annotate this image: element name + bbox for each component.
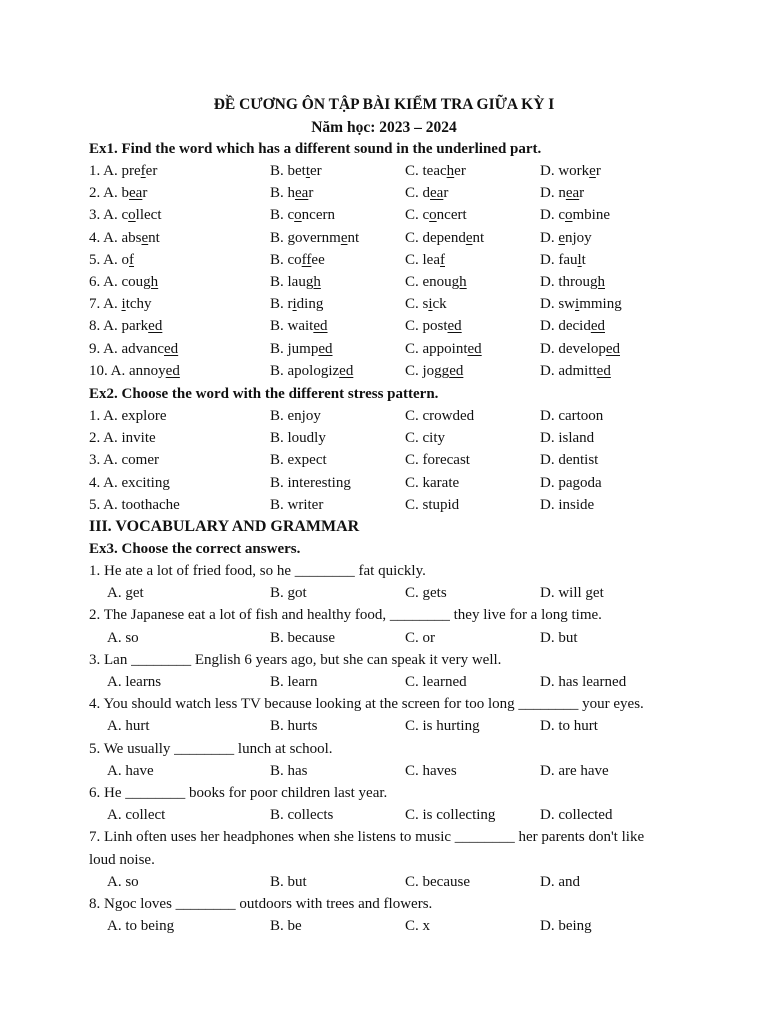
ex1-option: C. teacher [405,163,466,179]
ex1-option: C. appointed [405,340,482,357]
ex3-option: C. x [405,918,431,935]
underlined-part: ed [590,318,605,335]
ex3-option: D. but [540,629,578,646]
underlined-part: ed [467,340,482,357]
ex3-question: 2. The Japanese eat a lot of fish and healthy food, ________ they live for a long time. [89,607,602,624]
underlined-part: ea [129,185,143,202]
ex3-question: loud noise. [89,851,155,868]
ex2-option: C. crowded [405,408,475,424]
ex3-option: A. so [107,629,139,646]
ex1-option: B. concern [270,207,335,224]
ex1-option: 8. A. parked [89,318,163,335]
ex1-option: C. enough [405,274,467,290]
underlined-part: i [292,296,297,313]
ex3-option: C. or [405,629,435,646]
ex3-option: D. will get [540,585,604,602]
ex2-option: D. island [540,430,595,447]
underlined-part: o [128,207,136,224]
ex3-option: C. gets [405,585,447,602]
ex3-question: 4. You should watch less TV because looking at the screen for too long ________ your eyes. [89,696,644,713]
underlined-part: ed [318,340,333,357]
ex2-option: C. stupid [405,496,460,513]
ex1-heading: Ex1. Find the word which has a different sound in the underlined part. [89,141,542,157]
ex3-option: A. so [107,873,139,890]
ex1-option: 2. A. bear [89,185,148,202]
ex1-option: B. jumped [270,340,333,357]
ex1-option: 4. A. absent [89,229,160,246]
underlined-part: o [565,207,573,224]
ex2-option: D. cartoon [540,408,604,424]
underlined-part: ed [449,362,464,379]
ex1-option: B. coffee [270,251,325,268]
ex1-option: D. developed [540,340,620,357]
ex3-option: C. is hurting [405,718,480,735]
underlined-part: ed [313,318,328,335]
ex1-option: C. leaf [405,251,445,268]
ex3-question: 5. We usually ________ lunch at school. [89,740,333,757]
ex3-question: 8. Ngoc loves ________ outdoors with trees and flowers. [89,896,433,912]
ex1-option: D. near [540,185,585,202]
school-year: Năm học: 2023 – 2024 [311,119,457,136]
ex1-option: D. combine [540,207,610,224]
underlined-part: ed [339,362,354,379]
ex3-option: C. because [405,873,470,890]
underlined-part: e [340,229,348,246]
ex2-option: C. karate [405,474,460,491]
ex1-option: 9. A. advanced [89,340,179,357]
underlined-part: ed [148,318,163,335]
ex3-option: A. get [107,585,144,602]
underlined-part: o [294,207,302,224]
ex1-option: 1. A. prefer [89,163,158,179]
underlined-part: ff [301,251,312,268]
underlined-part: ea [295,185,309,202]
ex3-option: D. are have [540,762,609,779]
underlined-part: l [577,251,582,268]
ex3-option: B. got [270,585,307,602]
ex3-option: C. is collecting [405,807,496,824]
ex2-option: C. forecast [405,452,470,469]
underlined-part: ed [605,340,620,357]
underlined-part: gh [143,274,159,290]
ex3-question: 6. He ________ books for poor children last year. [89,785,388,801]
ex3-option: B. hurts [270,718,318,735]
ex1-option: B. government [270,229,360,246]
underlined-part: f [440,251,445,268]
ex2-heading: Ex2. Choose the word with the different stress pattern. [89,386,439,402]
ex2-option: B. enjoy [270,408,321,424]
underlined-part: e [141,229,149,246]
ex2-option: B. interesting [270,474,351,491]
ex1-option: D. through [540,274,605,290]
underlined-part: e [558,229,566,246]
ex3-option: B. because [270,629,335,646]
ex3-option: B. but [270,873,307,890]
underlined-part: o [429,207,437,224]
underlined-part: gh [451,274,467,290]
underlined-part: ed [447,318,462,335]
ex3-option: D. being [540,918,592,935]
underlined-part: i [428,296,433,313]
ex1-option: 7. A. itchy [89,296,152,313]
underlined-part: i [575,296,580,313]
ex3-question: 1. He ate a lot of fried food, so he ________ fat quickly. [89,563,426,579]
ex1-option: C. dependent [405,229,485,246]
ex1-option: C. sick [405,296,447,313]
underlined-part: ed [165,362,180,379]
ex1-option: C. posted [405,318,462,335]
section-heading: III. VOCABULARY AND GRAMMAR [89,518,360,535]
ex1-option: C. concert [405,207,467,224]
ex3-option: B. collects [270,807,334,824]
ex3-option: A. to being [107,918,175,935]
ex1-option: C. jogged [405,362,464,379]
ex1-option: D. enjoy [540,229,592,246]
ex3-option: A. collect [107,807,166,824]
ex2-option: 3. A. comer [89,452,159,469]
underlined-part: f [129,251,135,268]
ex1-option: C. dear [405,185,449,202]
ex2-option: D. dentist [540,452,599,469]
ex3-option: D. collected [540,807,613,824]
underlined-part: e [589,163,596,179]
underlined-part: t [305,163,311,179]
ex1-option: B. laugh [270,274,321,290]
ex1-option: 5. A. of [89,251,135,268]
ex3-option: B. learn [270,674,318,690]
underlined-part: ea [565,185,580,202]
ex3-heading: Ex3. Choose the correct answers. [89,541,301,557]
ex3-option: D. has learned [540,674,627,690]
ex2-option: C. city [405,430,445,447]
underlined-part: ea [430,185,444,202]
ex2-option: D. pagoda [540,474,602,491]
underlined-part: h [446,163,455,179]
ex1-option: 3. A. collect [89,207,162,224]
ex1-option: 10. A. annoyed [89,362,180,379]
ex1-option: D. fault [540,251,586,268]
ex1-option: D. swimming [540,296,622,313]
ex1-option: D. worker [540,163,601,179]
ex3-option: C. haves [405,762,457,779]
ex3-option: A. learns [107,674,162,690]
ex3-option: B. be [270,918,302,935]
underlined-part: ed [596,362,611,379]
ex3-option: B. has [270,762,308,779]
ex1-option: B. riding [270,296,324,313]
ex3-question: 3. Lan ________ English 6 years ago, but she can speak it very well. [89,651,502,668]
ex1-option: B. apologized [270,362,354,379]
ex2-option: 1. A. explore [89,408,167,424]
ex3-option: A. hurt [107,718,150,735]
underlined-part: ed [163,340,179,357]
ex1-option: D. admitted [540,362,611,379]
document-title: ĐỀ CƯƠNG ÔN TẬP BÀI KIỂM TRA GIỮA KỲ I [213,96,555,113]
ex2-option: B. writer [270,496,324,513]
ex2-option: D. inside [540,496,595,513]
ex1-option: 6. A. cough [89,274,159,290]
ex2-option: B. loudly [270,430,326,447]
underlined-part: f [140,163,146,179]
ex2-option: 5. A. toothache [89,496,180,513]
ex3-option: D. and [540,873,580,890]
underlined-part: i [121,296,126,313]
ex2-option: B. expect [270,452,327,469]
ex1-option: B. hear [270,185,314,202]
underlined-part: gh [305,274,321,290]
ex3-question: 7. Linh often uses her headphones when she listens to music ________ her parents don't like [89,829,645,846]
ex3-option: C. learned [405,674,467,690]
ex3-option: D. to hurt [540,718,598,735]
ex1-option: B. waited [270,318,328,335]
ex1-option: D. decided [540,318,605,335]
ex2-option: 4. A. exciting [89,474,170,491]
underlined-part: e [465,229,473,246]
ex2-option: 2. A. invite [89,430,156,447]
underlined-part: gh [590,274,605,290]
ex3-option: A. have [107,762,154,779]
ex1-option: B. better [270,163,322,179]
